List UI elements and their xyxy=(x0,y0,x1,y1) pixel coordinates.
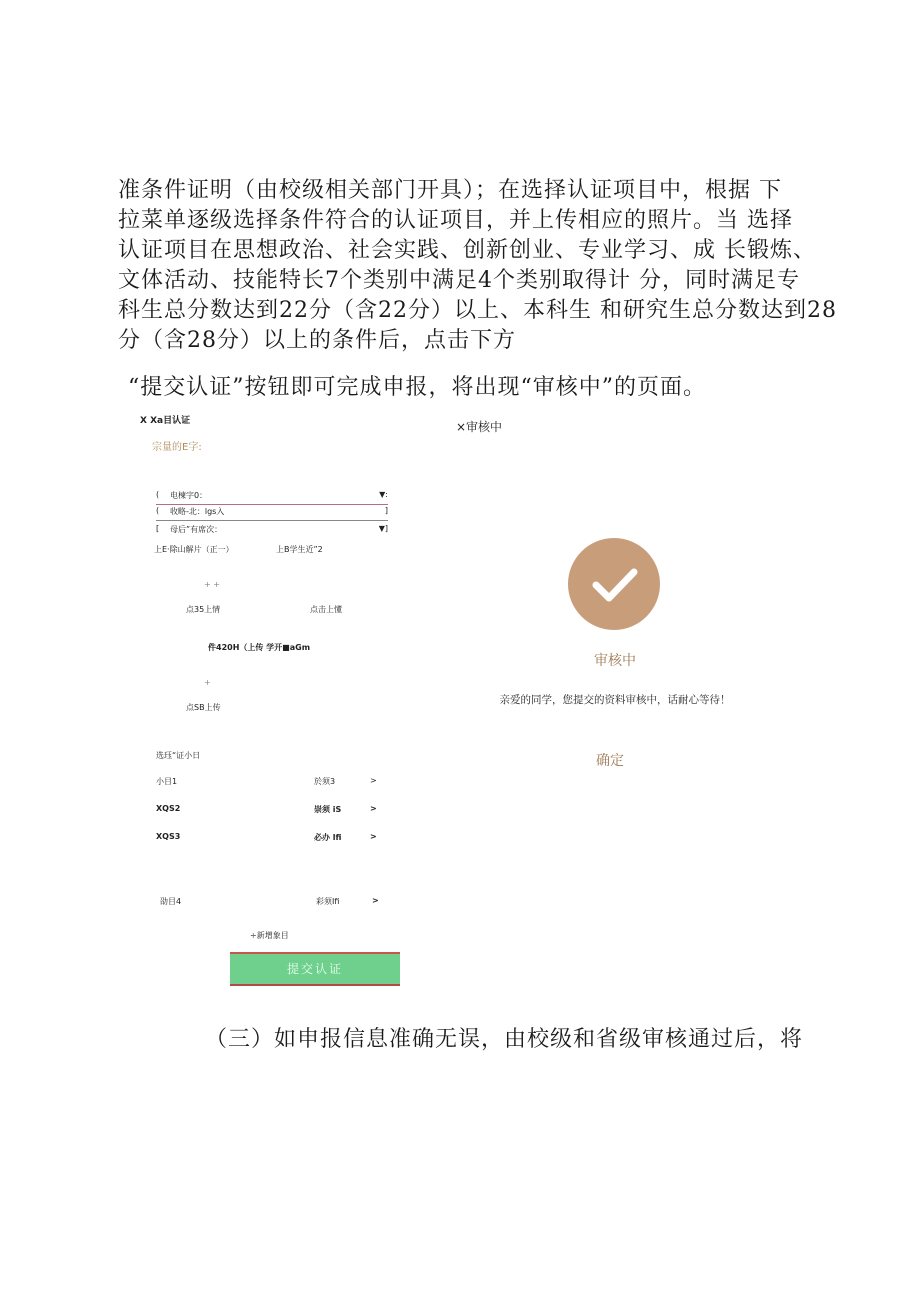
project-name: XQS3 xyxy=(156,832,181,841)
project-status: 於须3 xyxy=(314,777,336,786)
project-name: 劭目4 xyxy=(160,897,182,906)
check-icon xyxy=(568,538,660,630)
text-line: 科生总分数达到22分（含22分）以上、本科生 和研究生总分数达到28 xyxy=(118,298,837,323)
project-status: 必办 lfi xyxy=(314,833,342,842)
chevron-right-icon: > xyxy=(370,804,377,813)
category-select[interactable] xyxy=(156,490,388,505)
form-subtitle: 宗量的E字: xyxy=(152,442,202,453)
bracket-left: [ xyxy=(156,524,160,533)
text-line: 认证项目在思想政治、社会实践、创新创业、专业学习、成 长锻炼、 xyxy=(118,238,816,263)
paragraph-3 xyxy=(205,1025,895,1055)
add-project-button[interactable]: ÷新增象目 xyxy=(250,931,289,940)
upload-label-2: 上B学生近”2 xyxy=(276,545,323,554)
review-status-text: 审核中 xyxy=(594,653,636,669)
project-name: 小目1 xyxy=(156,777,178,786)
chevron-right-icon: > xyxy=(370,776,377,785)
bracket-left: ( xyxy=(156,490,160,499)
certification-form-screenshot xyxy=(140,410,410,990)
project-status: 彩须Ifi xyxy=(316,897,340,906)
text-line: 分（含28分）以上的条件后，点击下方 xyxy=(118,328,516,353)
chevron-right-icon: > xyxy=(372,896,379,905)
click-upload-button-1[interactable]: 点35上情 xyxy=(186,605,221,614)
text-line: “提交认证”按钮即可完成申报，将出现“审核中”的页面。 xyxy=(128,375,706,400)
upload-label-1: 上E·除山解片（正一） xyxy=(154,545,234,554)
select-project-label: 选珏“证小日 xyxy=(156,751,201,760)
submit-certification-button[interactable]: 提交认证 xyxy=(230,952,400,986)
project-status: 崇须 iS xyxy=(314,805,342,814)
bracket-left: ( xyxy=(156,506,160,515)
text-line: 文体活动、技能特长7个类别中满足4个类别取得计 分，同时满足专 xyxy=(118,268,800,293)
input-label: 收略-北：lgs入 xyxy=(170,507,225,516)
click-upload-button-3[interactable]: 点SB上传 xyxy=(186,703,221,712)
review-status-screenshot xyxy=(450,410,780,810)
check-icon-glyph xyxy=(568,538,660,630)
review-title: ×审核中 xyxy=(456,420,503,434)
paragraph-1 xyxy=(118,176,837,356)
dropdown-arrow-icon: ▼: xyxy=(379,490,388,499)
item-input[interactable] xyxy=(156,506,388,521)
text-line: （三）如申报信息准确无误，由校级和省级审核通过后，将 xyxy=(205,1027,804,1052)
plus-icon[interactable]: + + xyxy=(204,580,220,589)
select-label: 电楝字0： xyxy=(170,491,208,500)
confirm-button[interactable]: 确定 xyxy=(596,753,624,769)
text-line: 拉菜单逐级选择条件符合的认证项目，并上传相应的照片。当 选择 xyxy=(118,208,793,233)
upload-label-3: 件420H（上传 学开■aGm xyxy=(208,643,311,652)
level-select[interactable] xyxy=(156,524,388,538)
paragraph-2 xyxy=(128,373,818,403)
bracket-right: ] xyxy=(384,506,388,515)
chevron-right-icon: > xyxy=(370,832,377,841)
text-line: 准条件证明（由校级相关部门开具）；在选择认证项目中，根据 下 xyxy=(118,178,782,203)
project-name: XQS2 xyxy=(156,804,181,813)
select-label: 母后”有席次： xyxy=(170,525,223,534)
dropdown-arrow-icon: ▼] xyxy=(378,524,388,533)
plus-icon[interactable]: + xyxy=(204,678,211,687)
form-title: X Xa目认证 xyxy=(140,416,191,426)
review-message: 亲爱的同学，您提交的资料审核中，话耐心等待！ xyxy=(499,694,731,706)
click-upload-button-2[interactable]: 点击上懂 xyxy=(310,605,342,614)
